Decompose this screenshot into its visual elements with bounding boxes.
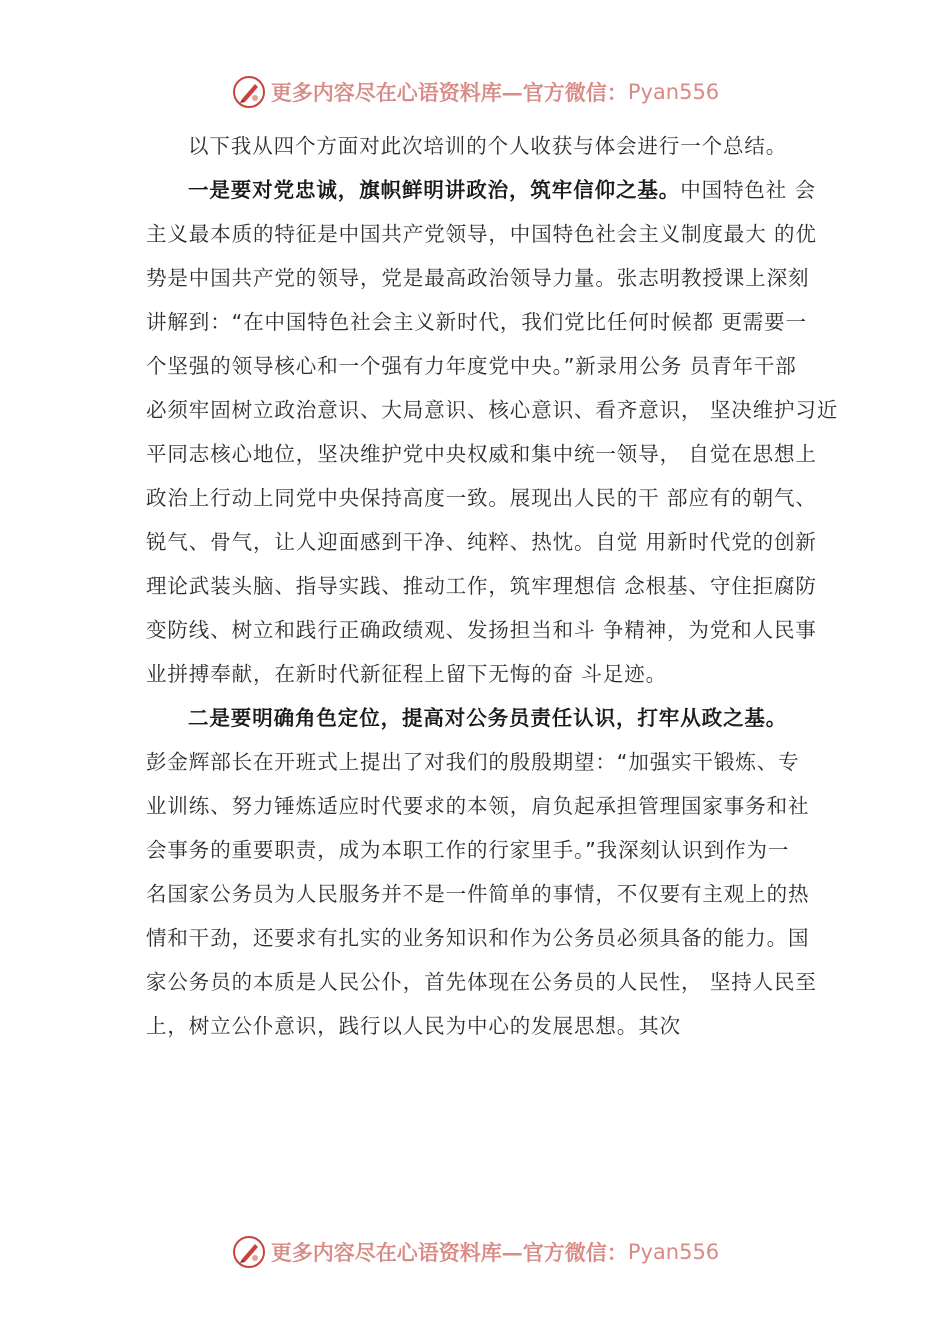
watermark-wechat-id: Pyan556 [627, 80, 720, 104]
paragraph-1-line: 变防线、树立和践行正确政绩观、发扬担当和斗 争精神，为党和人民事 [146, 618, 817, 642]
paragraph-2-first-line [146, 696, 832, 740]
paragraph-1-line: 平同志核心地位，坚决维护党中央权威和集中统一领导， 自觉在思想上 [146, 442, 817, 466]
paragraph-1-line: 锐气、骨气，让人迎面感到干净、纯粹、热忱。自觉 用新时代党的创新 [146, 530, 817, 554]
paragraph-1-line: 讲解到：“在中国特色社会主义新时代，我们党比任何时候都 更需要一 [146, 310, 807, 334]
paragraph-1-heading: 一是要对党忠诚，旗帜鲜明讲政治，筑牢信仰之基。 [188, 178, 681, 202]
pen-logo-icon [231, 1234, 267, 1270]
paragraph-2-line: 业训练、努力锤炼适应时代要求的本领，肩负起承担管理国家事务和社 [146, 794, 810, 818]
document-body [146, 124, 839, 1048]
paragraph-2-line: 家公务员的本质是人民公仆，首先体现在公务员的人民性， 坚持人民至 [146, 970, 817, 994]
paragraph-1-line: 主义最本质的特征是中国共产党领导，中国特色社会主义制度最大 的优 [146, 222, 817, 246]
paragraph-1-first-line-rest: 中国特色社 会 [680, 178, 817, 202]
watermark-banner-bottom [0, 1232, 950, 1272]
paragraph-2-line: 会事务的重要职责，成为本职工作的行家里手。”我深刻认识到作为一 [146, 838, 790, 862]
paragraph-1-line: 必须牢固树立政治意识、大局意识、核心意识、看齐意识， 坚决维护习近 [146, 398, 839, 422]
paragraph-2-line: 上，树立公仆意识，践行以人民为中心的发展思想。其次 [146, 1014, 681, 1038]
intro-line: 以下我从四个方面对此次培训的个人收获与体会进行一个总结。 [188, 134, 788, 158]
watermark-banner-top [0, 72, 950, 112]
paragraph-1-first-line [146, 168, 832, 212]
paragraph-1-line: 业拼搏奉献，在新时代新征程上留下无悔的奋 斗足迹。 [146, 662, 668, 686]
paragraph-2-line: 名国家公务员为人民服务并不是一件简单的事情，不仅要有主观上的热 [146, 882, 810, 906]
paragraph-1-line: 理论武装头脑、指导实践、推动工作，筑牢理想信 念根基、守住拒腐防 [146, 574, 817, 598]
watermark-text: 更多内容尽在心语资料库—官方微信： [270, 80, 628, 105]
pen-logo-icon [231, 74, 267, 110]
paragraph-2-line: 情和干劲，还要求有扎实的业务知识和作为公务员必须具备的能力。国 [146, 926, 810, 950]
watermark-wechat-id: Pyan556 [627, 1240, 720, 1264]
paragraph-2-heading: 二是要明确角色定位，提高对公务员责任认识，打牢从政之基。 [188, 706, 788, 730]
paragraph-1-line: 政治上行动上同党中央保持高度一致。展现出人民的干 部应有的朝气、 [146, 486, 817, 510]
paragraph-1-line: 个坚强的领导核心和一个强有力年度党中央。”新录用公务 员青年干部 [146, 354, 797, 378]
watermark-text: 更多内容尽在心语资料库—官方微信： [270, 1240, 628, 1265]
paragraph-1-line: 势是中国共产党的领导，党是最高政治领导力量。张志明教授课上深刻 [146, 266, 810, 290]
paragraph-2-line: 彭金辉部长在开班式上提出了对我们的殷殷期望：“加强实干锻炼、专 [146, 750, 800, 774]
